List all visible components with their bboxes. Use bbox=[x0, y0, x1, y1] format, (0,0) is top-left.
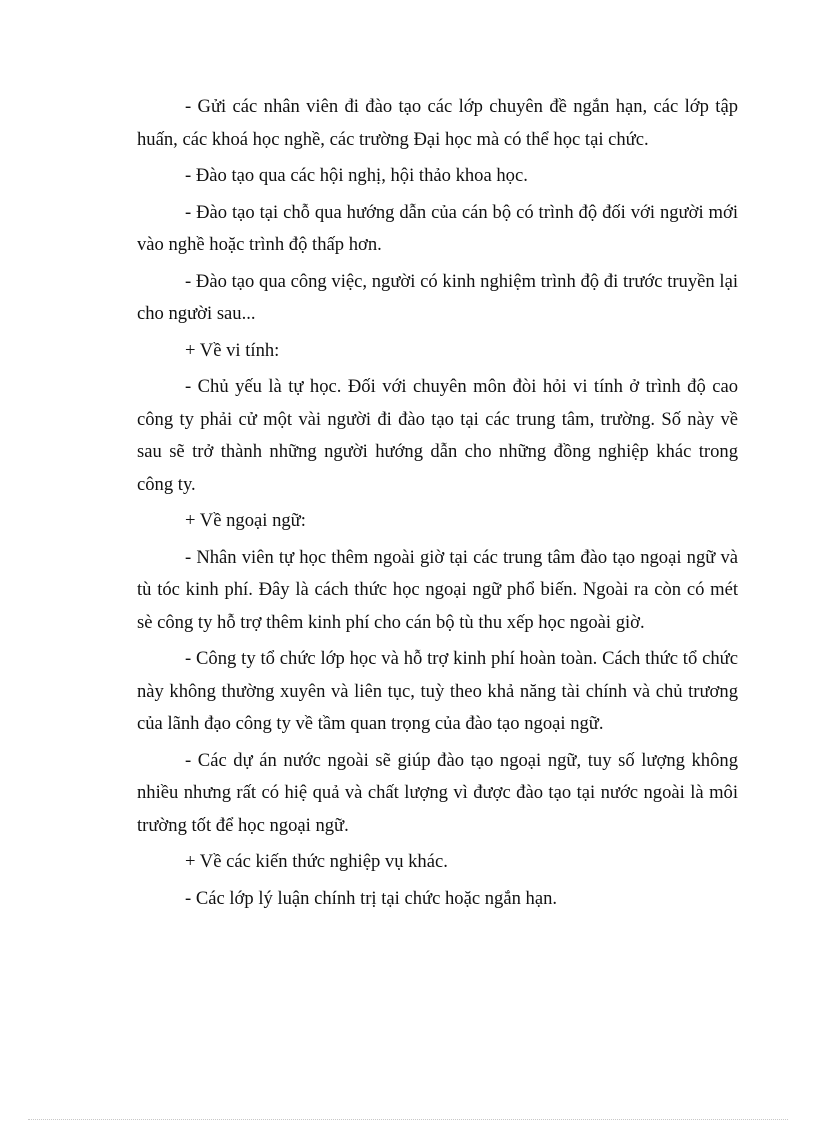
heading-other-skills: + Về các kiến thức nghiệp vụ khác. bbox=[185, 851, 448, 872]
paragraph-conferences: - Đào tạo qua các hội nghị, hội thảo khoa học. bbox=[185, 165, 528, 186]
paragraph-self-study: - Chủ yếu là tự học. Đối với chuyên môn đòi hỏi vi tính ở trình độ cao công ty phải cử một vài người đi đào tạo tại các trung tâm, trường. Số này về sau sẽ trở thành những người hướng dẫn cho những đồng nghiệp khác trong công ty. bbox=[137, 376, 738, 495]
paragraph-training-courses: - Gửi các nhân viên đi đào tạo các lớp chuyên đề ngắn hạn, các lớp tập huấn, các khoá học nghề, các trường Đại học mà có thể học tại chức. bbox=[137, 96, 738, 150]
heading-foreign-languages: + Về ngoại ngữ: bbox=[185, 510, 306, 531]
paragraph-foreign-projects: - Các dự án nước ngoài sẽ giúp đào tạo ngoại ngữ, tuy số lượng không nhiều nhưng rất có hiệ quả và chất lượng vì được đào tạo tại nước ngoài là môi trường tốt để học ngoại ngữ. bbox=[137, 749, 738, 836]
heading-computing: + Về vi tính: bbox=[185, 339, 280, 361]
paragraph-language-self-study: - Nhân viên tự học thêm ngoài giờ tại các trung tâm đào tạo ngoại ngữ và tù tóc kinh phí. Đây là cách thức học ngoại ngữ phổ biến. Ngoài ra còn có mét sè công ty hỗ trợ thêm kinh phí cho cán bộ tù thu xếp học ngoài giờ. bbox=[137, 546, 738, 633]
paragraph-political-theory: - Các lớp lý luận chính trị tại chức hoặc ngắn hạn. bbox=[185, 887, 558, 909]
paragraph-company-classes: - Công ty tổ chức lớp học và hỗ trợ kinh phí hoàn toàn. Cách thức tổ chức này không thường xuyên và liên tục, tuỳ theo khả năng tài chính và chủ trương của lãnh đạo công ty về tầm quan trọng của đào tạo ngoại ngữ. bbox=[137, 648, 738, 734]
paragraph-on-the-job-training: - Đào tạo qua công việc, người có kinh nghiệm trình độ đi trước truyền lại cho người sau... bbox=[137, 270, 738, 324]
paragraph-on-site-training: - Đào tạo tại chỗ qua hướng dẫn của cán bộ có trình độ đối với người mới vào nghề hoặc trình độ thấp hơn. bbox=[137, 201, 738, 255]
footer-divider bbox=[28, 1119, 788, 1120]
document-page bbox=[137, 91, 738, 915]
